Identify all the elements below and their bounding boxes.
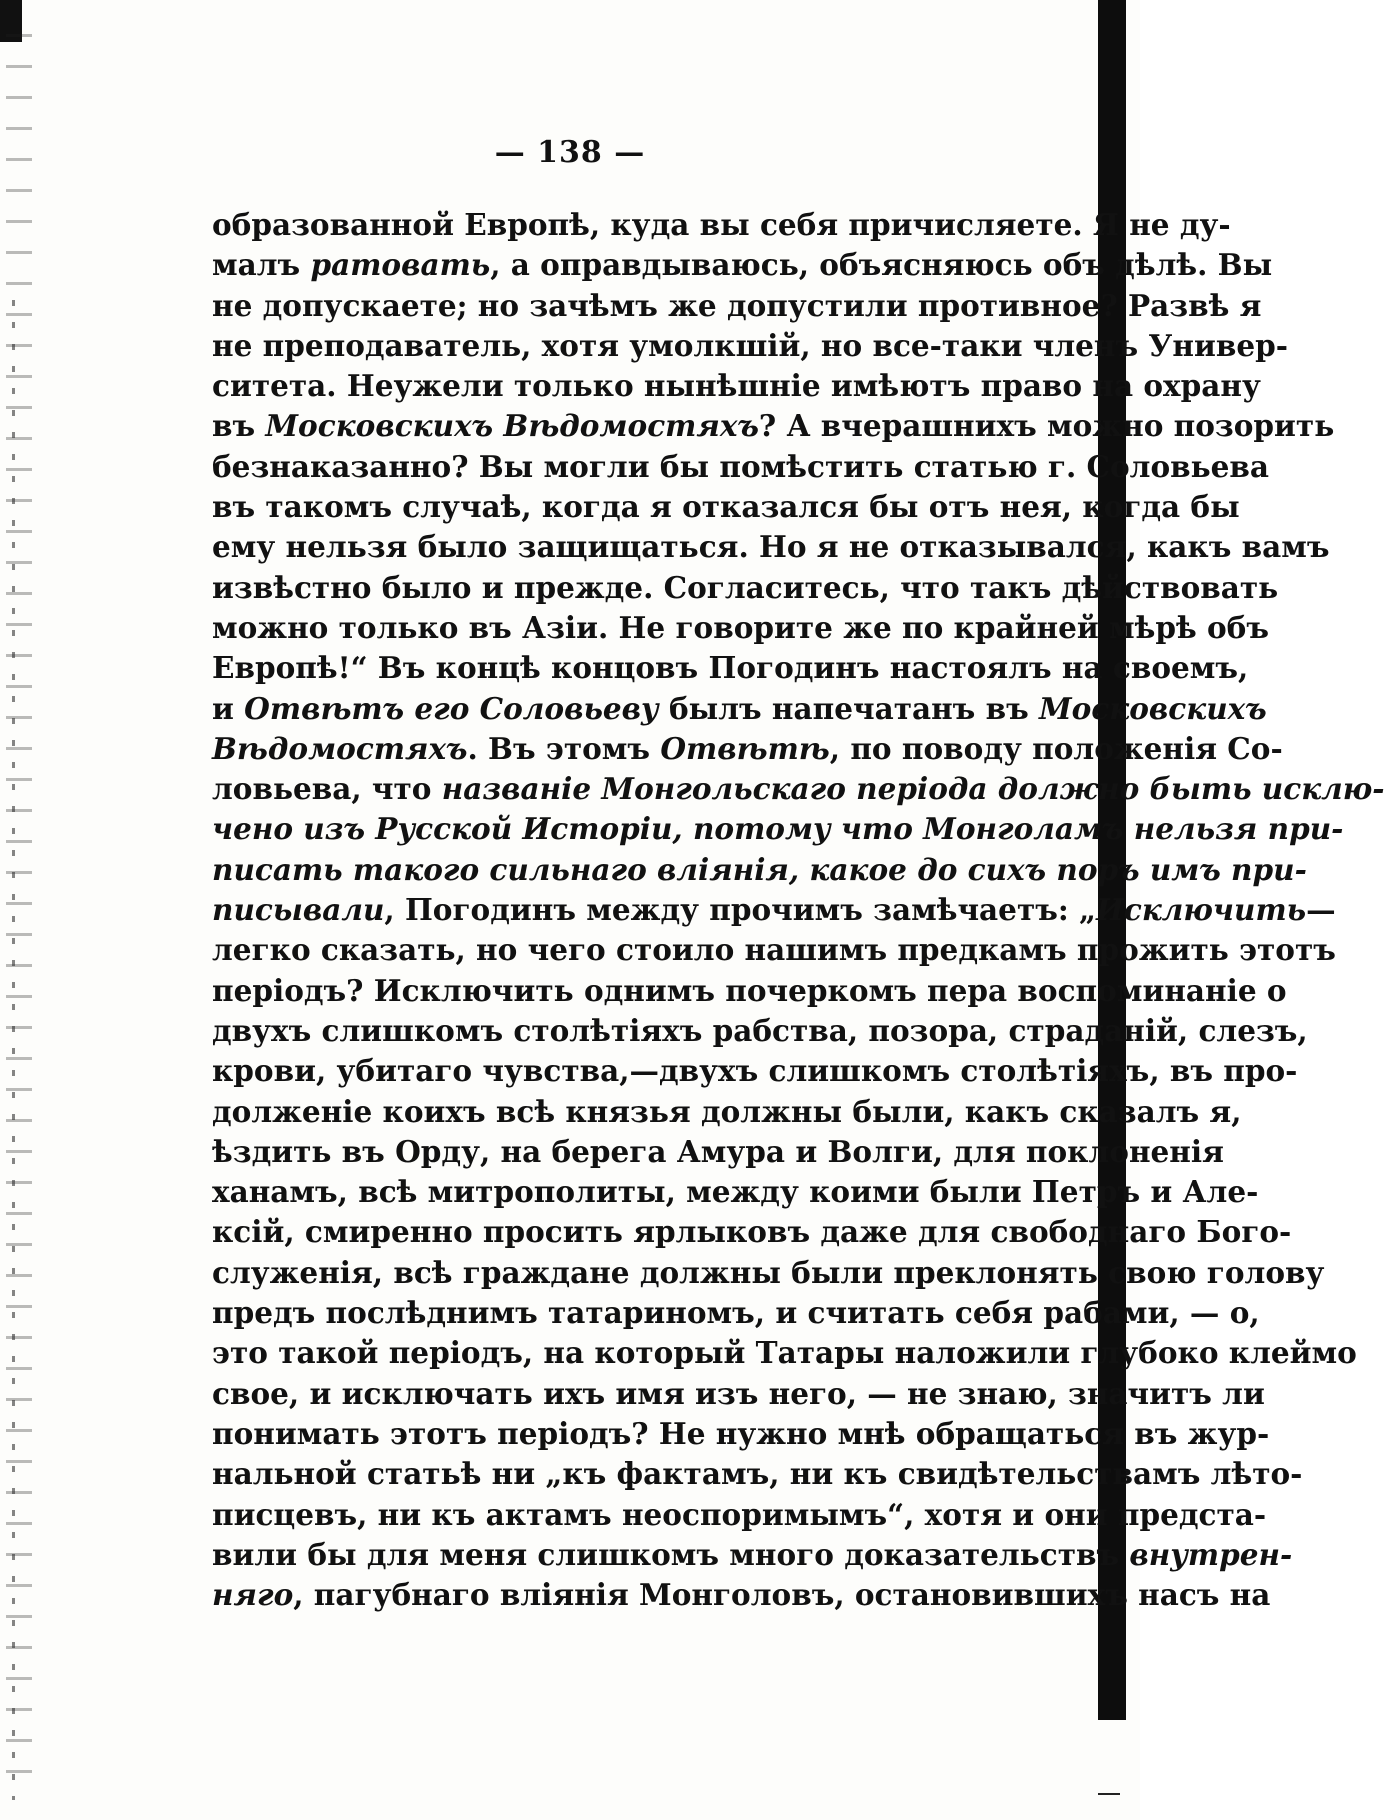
italic-text: писать такого сильнаго вліянія, какое до сихъ поръ имъ при- — [212, 851, 1307, 887]
text-line — [212, 1092, 1242, 1132]
text-span: ему нельзя было защищаться. Но я не отказывался, какъ вамъ — [212, 529, 1330, 565]
text-span: извѣстно было и прежде. Согласитесь, что такъ дѣйствовать — [212, 569, 1279, 605]
text-line — [212, 971, 1287, 1011]
text-line — [212, 608, 1269, 648]
text-line — [212, 1132, 1224, 1172]
text-line — [212, 1011, 1308, 1051]
text-line — [212, 568, 1279, 608]
text-line — [212, 1535, 1293, 1575]
italic-text: Отвѣтъ его Соловьеву — [244, 690, 659, 726]
text-line — [212, 205, 1231, 245]
text-line — [212, 1575, 1271, 1615]
text-line — [212, 406, 1335, 446]
text-line — [212, 648, 1249, 688]
text-span: писцевъ, ни къ актамъ неоспоримымъ“, хотя и они предста- — [212, 1496, 1267, 1532]
text-line — [212, 809, 1344, 849]
text-line — [212, 326, 1288, 366]
text-line — [212, 769, 1385, 809]
text-span: легко сказать, но чего стоило нашимъ предкамъ прожить этотъ — [212, 932, 1336, 968]
text-span: малъ — [212, 247, 311, 283]
italic-text: няго — [212, 1577, 294, 1613]
text-span: вили бы для меня слишкомъ много доказательствъ — [212, 1536, 1130, 1572]
text-line — [212, 729, 1283, 769]
text-span: — — [1306, 892, 1336, 928]
italic-text: Отвѣтѣ — [660, 730, 830, 766]
text-line — [212, 689, 1267, 729]
text-span: можно только въ Азіи. Не говорите же по крайней мѣрѣ объ — [212, 609, 1269, 645]
text-line — [212, 930, 1336, 970]
text-line — [212, 890, 1336, 930]
text-span: нальной статьѣ ни „къ фактамъ, ни къ свидѣтельствамъ лѣто- — [212, 1456, 1303, 1492]
text-line — [212, 1333, 1357, 1373]
scan-bottom-mark — [1098, 1793, 1120, 1795]
text-line — [212, 527, 1330, 567]
page-number: — 138 — — [494, 135, 646, 170]
text-line — [212, 1293, 1260, 1333]
text-span: двухъ слишкомъ столѣтіяхъ рабства, позора, страданій, слезъ, — [212, 1012, 1308, 1048]
text-span: долженіе коихъ всѣ князья должны были, какъ сказалъ я, — [212, 1093, 1242, 1129]
text-span: служенія, всѣ граждане должны были преклонять свою голову — [212, 1254, 1325, 1290]
text-span: былъ напечатанъ въ — [658, 690, 1039, 726]
text-span: , а оправдываюсь, объясняюсь объ дѣлѣ. Вы — [490, 247, 1273, 283]
body-text — [212, 205, 1385, 1615]
italic-text: ратовать — [310, 247, 491, 283]
text-line — [212, 366, 1261, 406]
text-span: , пагубнаго вліянія Монголовъ, остановившихъ насъ на — [293, 1577, 1271, 1613]
italic-text: внутрен- — [1129, 1536, 1293, 1572]
text-line — [212, 850, 1307, 890]
text-span: періодъ? Исключить однимъ почеркомъ пера воспоминаніе о — [212, 972, 1287, 1008]
text-span: не преподаватель, хотя умолкшій, но все-таки членъ Универ- — [212, 327, 1288, 363]
text-span: понимать этотъ періодъ? Не нужно мнѣ обращаться въ жур- — [212, 1415, 1270, 1451]
italic-text: Московскихъ — [1038, 690, 1267, 726]
text-span: предъ послѣднимъ татариномъ, и считать себя рабами, — о, — [212, 1295, 1260, 1331]
text-line — [212, 1374, 1265, 1414]
text-line — [212, 447, 1270, 487]
text-span: образованной Европѣ, куда вы себя причисляете. Я не ду- — [212, 207, 1231, 242]
text-span: ? А вчерашнихъ можно позорить — [758, 408, 1335, 444]
text-span: безнаказанно? Вы могли бы помѣстить статью г. Соловьева — [212, 448, 1270, 484]
text-span: ханамъ, всѣ митрополиты, между коими были Петръ и Але- — [212, 1174, 1259, 1210]
text-span: , по поводу положенія Со- — [829, 730, 1283, 766]
text-line — [212, 1414, 1270, 1454]
text-span: крови, убитаго чувства,—двухъ слишкомъ столѣтіяхъ, въ про- — [212, 1053, 1298, 1089]
text-line — [212, 487, 1240, 527]
text-line — [212, 286, 1262, 326]
text-line — [212, 1253, 1325, 1293]
text-span: ситета. Неужели только нынѣшніе имѣютъ право на охрану — [212, 368, 1261, 404]
text-line — [212, 1172, 1259, 1212]
italic-text: чено изъ Русской Исторіи, потому что Монголамъ нельзя при- — [212, 811, 1344, 847]
italic-text: Вѣдомостяхъ — [212, 730, 468, 766]
text-line — [212, 1212, 1292, 1252]
text-span: ѣздить въ Орду, на берега Амура и Волги, для поклоненія — [212, 1133, 1224, 1169]
text-span: ловьева, что — [212, 771, 442, 807]
italic-text: названіе Монгольскаго періода должно быть исклю- — [441, 771, 1385, 807]
text-span: , Погодинъ между прочимъ замѣчаетъ: „ — [384, 892, 1096, 928]
text-span: это такой періодъ, на который Татары наложили глубоко клеймо — [212, 1335, 1357, 1371]
scan-left-edge-dots — [12, 300, 15, 1800]
italic-text: писывали — [212, 892, 385, 928]
text-span: свое, и исключать ихъ имя изъ него, — не знаю, значитъ ли — [212, 1375, 1265, 1411]
italic-text: Исключить — [1095, 892, 1307, 928]
text-span: въ — [212, 408, 266, 444]
text-line — [212, 1051, 1298, 1091]
text-span: . Въ этомъ — [467, 730, 661, 766]
text-span: Европѣ!“ Въ концѣ концовъ Погодинъ настоялъ на своемъ, — [212, 650, 1249, 686]
text-span: ксій, смиренно просить ярлыковъ даже для свободнаго Бого- — [212, 1214, 1292, 1250]
text-span: не допускаете; но зачѣмъ же допустили противное? Развѣ я — [212, 287, 1262, 323]
text-line — [212, 1454, 1303, 1494]
text-span: и — [212, 690, 245, 726]
text-line — [212, 1495, 1267, 1535]
text-span: въ такомъ случаѣ, когда я отказался бы отъ нея, когда бы — [212, 489, 1240, 525]
italic-text: Московскихъ Вѣдомостяхъ — [265, 408, 759, 444]
text-line — [212, 245, 1273, 285]
scan-left-edge-noise — [6, 20, 32, 1800]
